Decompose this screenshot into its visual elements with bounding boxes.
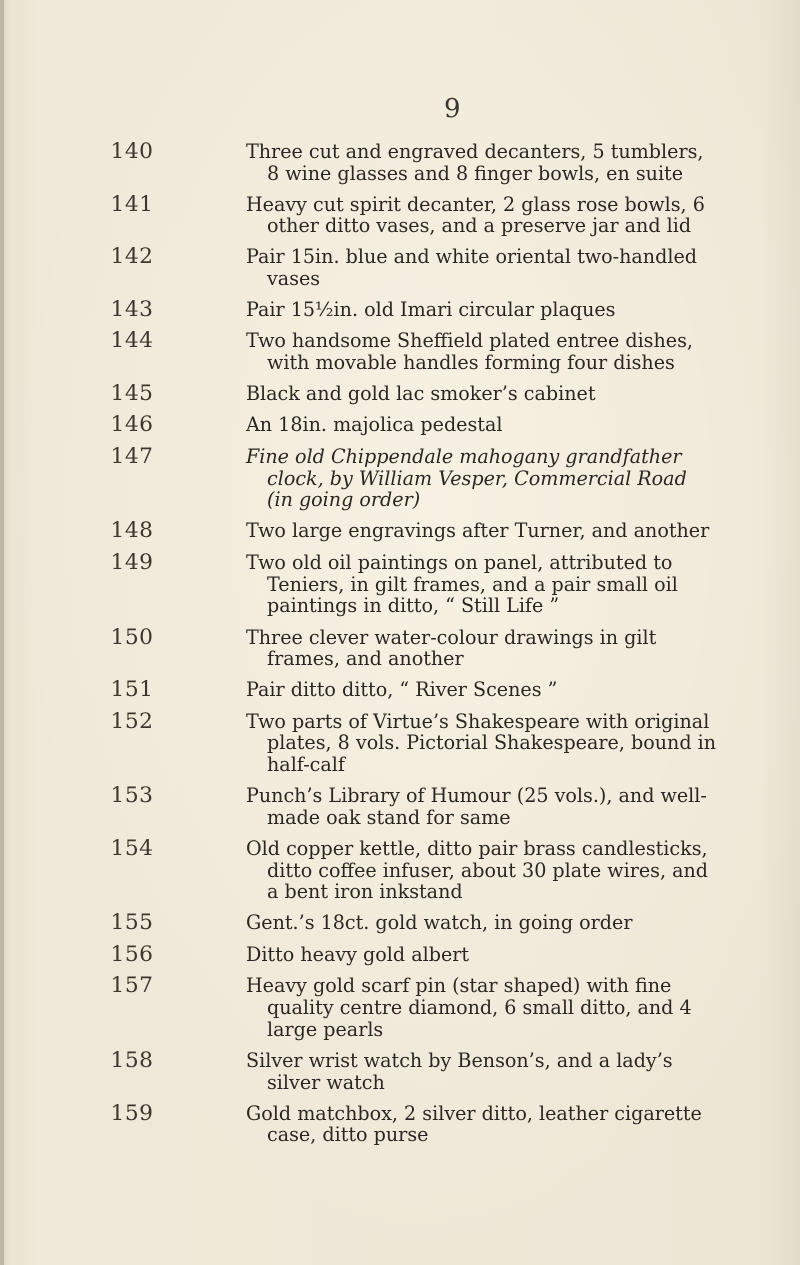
- lot-number: 157: [110, 973, 154, 999]
- lot-number: 151: [110, 677, 154, 703]
- lot-number: 148: [110, 518, 154, 544]
- lot-description: Silver wrist watch by Benson’s, and a lady’s silver watch: [246, 1049, 673, 1094]
- lot-description: Two large engravings after Turner, and another: [246, 519, 710, 543]
- lot-description: Punch’s Library of Humour (25 vols.), and well-made oak stand for same: [246, 784, 707, 829]
- lot-number: 156: [110, 941, 154, 967]
- lot-description: Three cut and engraved decanters, 5 tumblers, 8 wine glasses and 8 finger bowls, en suite: [246, 140, 704, 185]
- lot-number: 144: [110, 328, 154, 354]
- lot-description: Gold matchbox, 2 silver ditto, leather cigarette case, ditto purse: [246, 1101, 702, 1147]
- lot-number: 152: [110, 708, 154, 734]
- lot-description: Gent.’s 18ct. gold watch, in going order: [246, 911, 633, 935]
- lot-number: 150: [110, 624, 154, 650]
- lot-number: 141: [110, 191, 154, 217]
- lot-number: 140: [110, 139, 154, 164]
- lot-description: Two old oil paintings on panel, attributed to Teniers, in gilt frames, and a pair small oil paintings in ditto, “ Still Life ”: [246, 551, 678, 618]
- lot-number: 145: [110, 380, 154, 406]
- lot-description: Pair 15in. blue and white oriental two-handled vases: [246, 245, 697, 290]
- lot-description: Three clever water-colour drawings in gilt frames, and another: [246, 625, 657, 671]
- lot-number: 146: [110, 412, 154, 438]
- lot-number: 147: [110, 443, 154, 469]
- lot-number: 143: [110, 296, 154, 322]
- lot-description: Pair 15½in. old Imari circular plaques: [246, 297, 616, 321]
- lot-description: Heavy cut spirit decanter, 2 glass rose bowls, 6 other ditto vases, and a preserve jar and lid: [246, 192, 705, 238]
- lot-number: 159: [110, 1100, 154, 1126]
- lot-number: 158: [110, 1048, 154, 1074]
- lot-number: 149: [110, 550, 154, 576]
- lot-number: 142: [110, 244, 154, 270]
- lot-description: Two parts of Virtue’s Shakespeare with original plates, 8 vols. Pictorial Shakespeare, bound in half-calf: [246, 709, 717, 777]
- lot-description: Two handsome Sheffield plated entree dishes, with movable handles forming four dishes: [246, 329, 693, 374]
- lot-description: Heavy gold scarf pin (star shaped) with fine quality centre diamond, 6 small ditto, and 4 large pearls: [246, 974, 692, 1041]
- lot-description: Pair ditto ditto, “ River Scenes ”: [246, 678, 558, 702]
- lot-description: Ditto heavy gold albert: [246, 942, 470, 966]
- lot-number: 154: [110, 835, 154, 861]
- lot-description: An 18in. majolica pedestal: [246, 413, 503, 437]
- lot-description: Old copper kettle, ditto pair brass candlesticks, ditto coffee infuser, about 30 plate wires, and a bent iron inkstand: [246, 836, 709, 904]
- lot-description: Black and gold lac smoker’s cabinet: [246, 381, 596, 405]
- lot-number: 155: [110, 910, 154, 936]
- page-edge: [0, 0, 4, 1265]
- page-number: 9: [444, 94, 461, 124]
- lot-description: Fine old Chippendale mahogany grandfather clock, by William Vesper, Commercial Road (in going order): [246, 444, 687, 512]
- lot-number: 153: [110, 783, 154, 809]
